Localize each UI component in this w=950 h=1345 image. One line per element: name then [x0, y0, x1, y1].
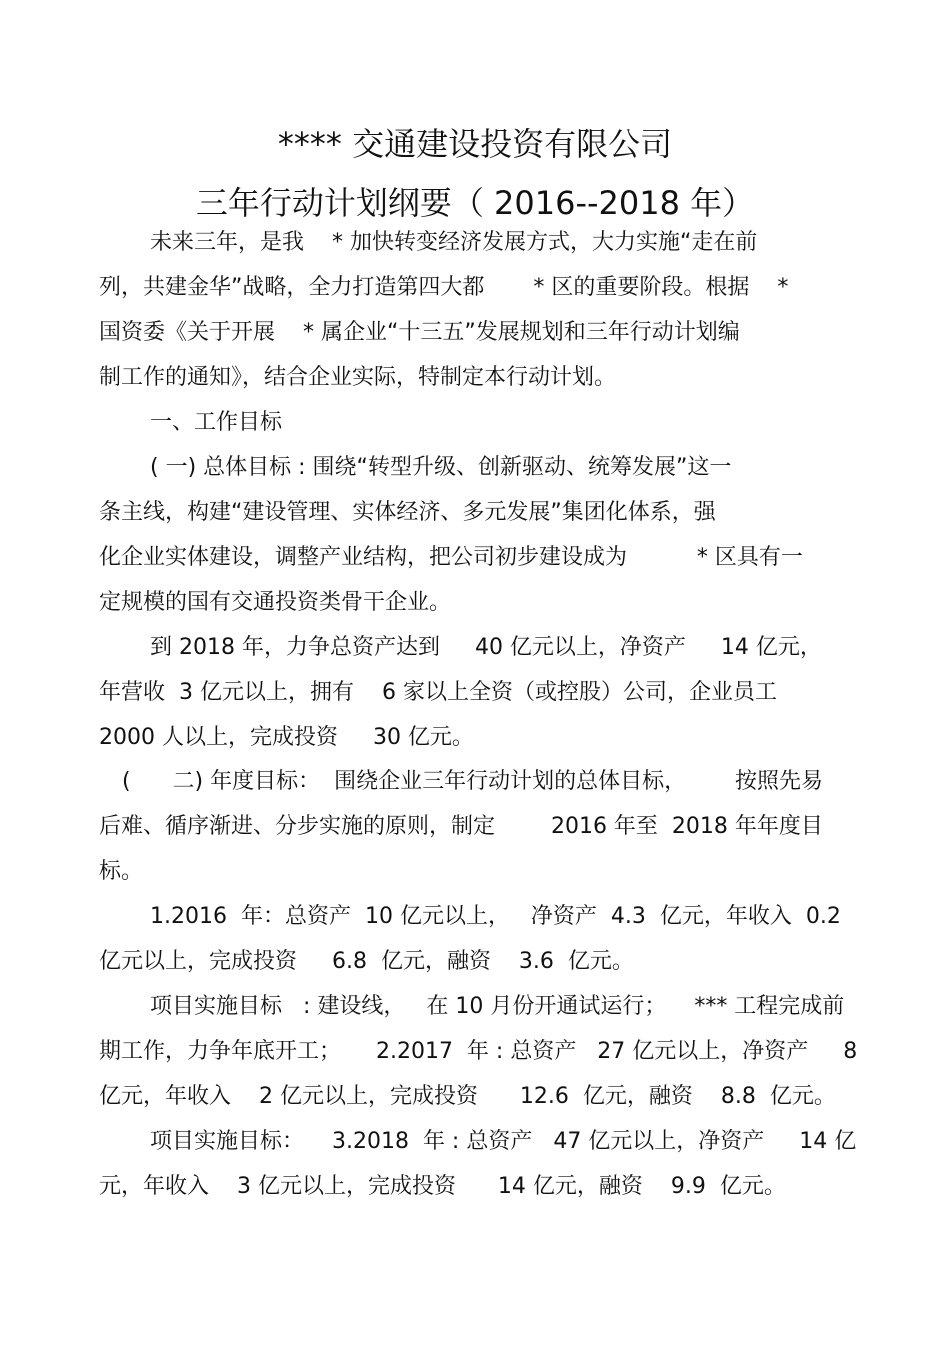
paragraph-line: 定规模的国有交通投资类骨干企业。 — [99, 590, 452, 615]
paragraph-line: 到 2018 年，力争总资产达到 40 亿元以上，净资产 14 亿元， — [150, 635, 822, 660]
paragraph-line: 条主线，构建“建设管理、实体经济、多元发展”集团化体系，强 — [99, 500, 716, 525]
paragraph-line: 2000 人以上，完成投资 30 亿元。 — [99, 725, 474, 750]
paragraph-line: 元，年收入 3 亿元以上，完成投资 14 亿元，融资 9.9 亿元。 — [99, 1174, 786, 1199]
document-subtitle: 三年行动计划纲要（ 2016--2018 年） — [195, 184, 755, 222]
paragraph-line: 国资委《关于开展 * 属企业“十三五”发展规划和三年行动计划编 — [99, 320, 740, 345]
paragraph-line: 亿元，年收入 2 亿元以上，完成投资 12.6 亿元，融资 8.8 亿元。 — [99, 1084, 836, 1109]
paragraph-line: 期工作，力争年底开工； 2.2017 年 : 总资产 27 亿元以上，净资产 8 — [99, 1039, 858, 1064]
paragraph-line: 1.2016 年：总资产 10 亿元以上， 净资产 4.3 亿元，年收入 0.2 — [150, 904, 841, 929]
document-title: **** 交通建设投资有限公司 — [277, 125, 673, 163]
paragraph-line: 后难、循序渐进、分步实施的原则，制定 2016 年至 2018 年年度目 — [99, 814, 823, 839]
paragraph-line: 年营收 3 亿元以上，拥有 6 家以上全资（或控股）公司，企业员工 — [99, 680, 777, 705]
paragraph-line: 标。 — [99, 859, 144, 884]
paragraph-line: 项目实施目标： 3.2018 年 : 总资产 47 亿元以上，净资产 14 亿 — [150, 1129, 857, 1154]
section-heading: 一、工作目标 — [150, 410, 283, 435]
paragraph-line: ( 一) 总体目标 : 围绕“转型升级、创新驱动、统筹发展”这一 — [150, 455, 732, 480]
paragraph-line: ( 二) 年度目标： 围绕企业三年行动计划的总体目标， 按照先易 — [122, 769, 824, 794]
paragraph-line: 项目实施目标 : 建设线， 在 10 月份开通试运行； *** 工程完成前 — [150, 994, 845, 1019]
paragraph-line: 列，共建金华”战略，全力打造第四大都 * 区的重要阶段。根据 * — [99, 275, 789, 300]
paragraph-line: 制工作的通知》，结合企业实际，特制定本行动计划。 — [99, 365, 617, 390]
paragraph-line: 亿元以上，完成投资 6.8 亿元，融资 3.6 亿元。 — [99, 949, 634, 974]
paragraph-line: 未来三年，是我 * 加快转变经济发展方式，大力实施“走在前 — [150, 230, 758, 255]
paragraph-line: 化企业实体建设，调整产业结构，把公司初步建设成为 * 区具有一 — [99, 545, 803, 570]
